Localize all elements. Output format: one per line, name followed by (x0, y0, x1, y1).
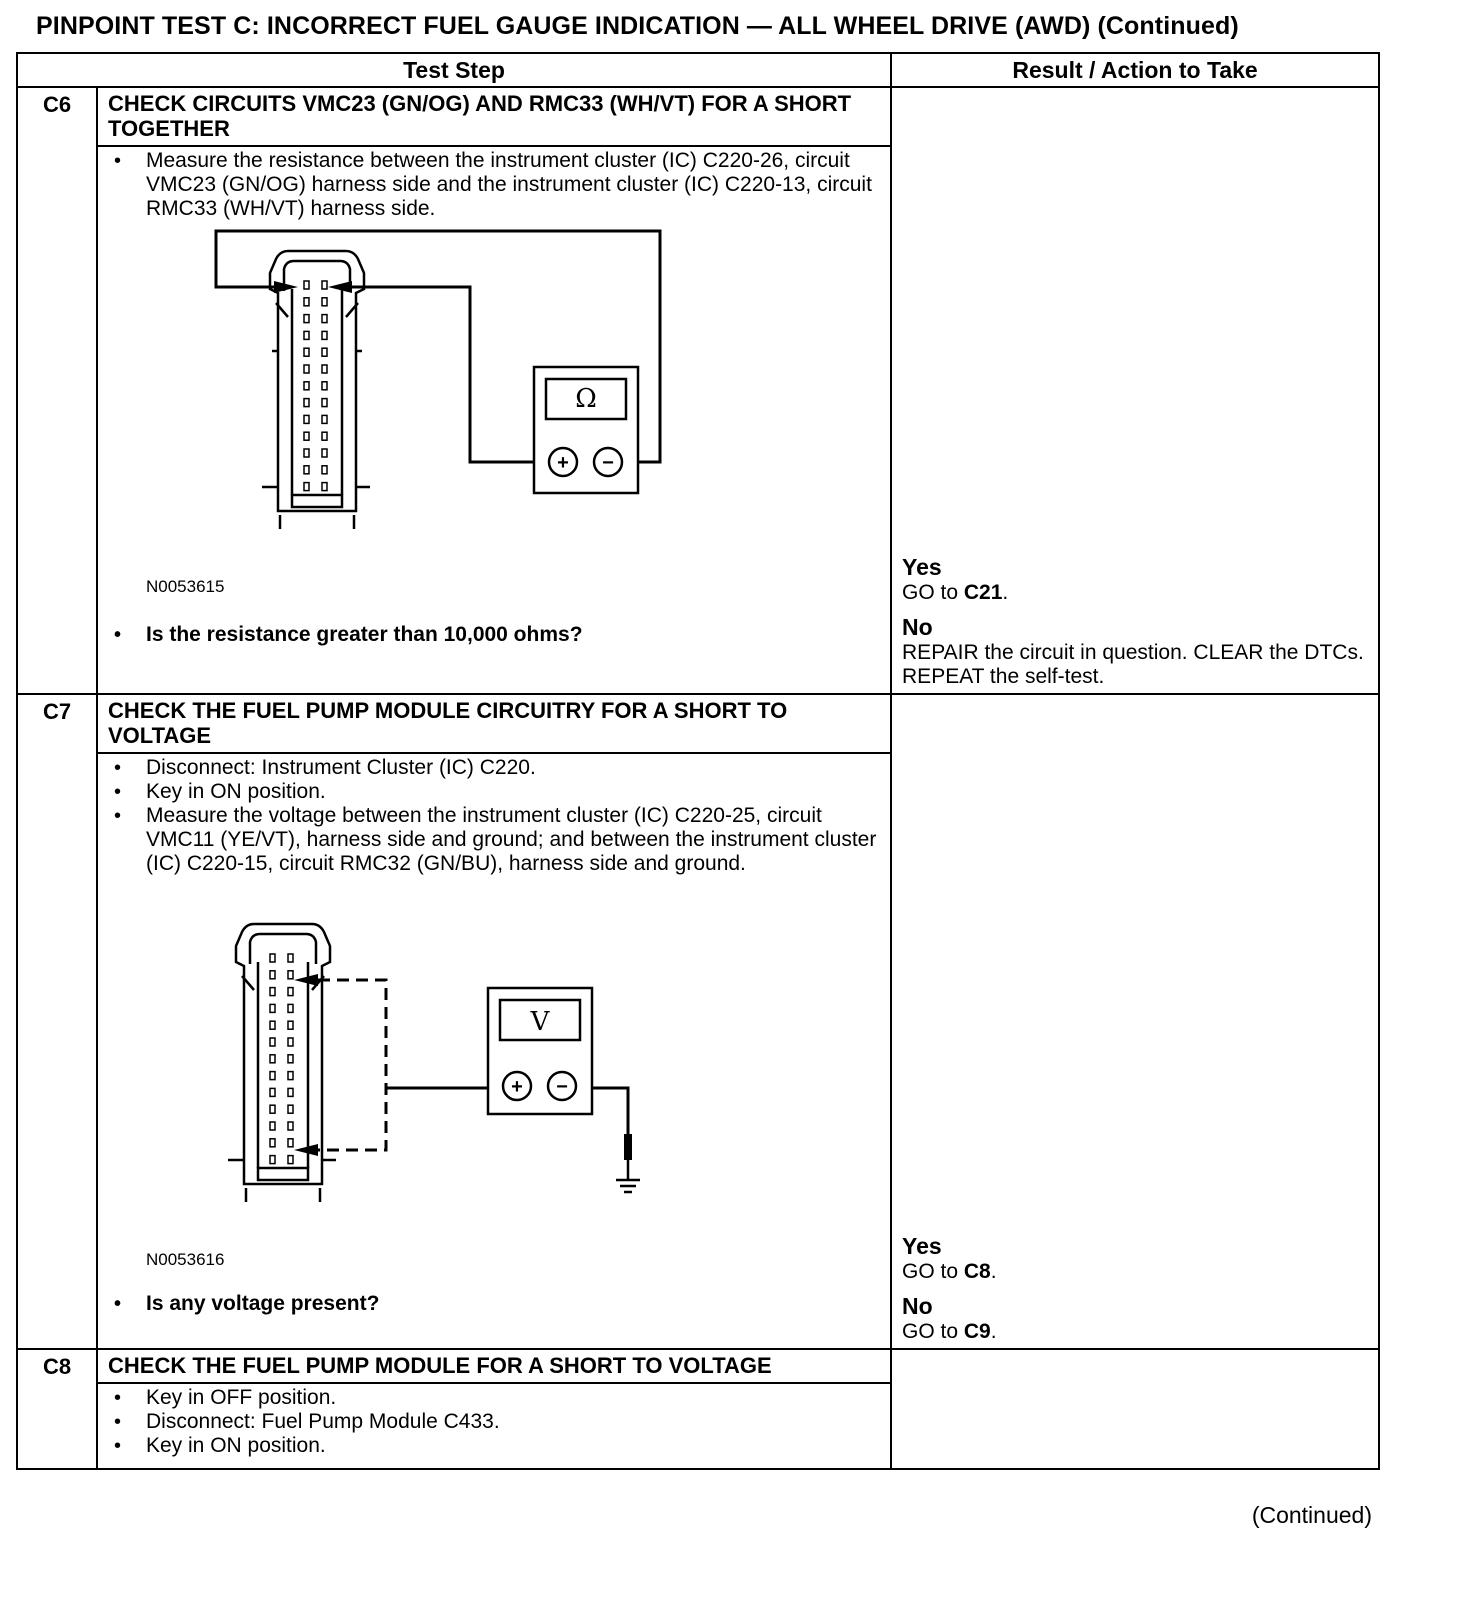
connector-pin (288, 954, 293, 962)
step-id: C6 (17, 87, 97, 694)
connector-pin (304, 298, 309, 306)
connector-pin (270, 1004, 275, 1012)
step-c8-title-row (17, 1349, 1379, 1383)
step-id: C7 (17, 694, 97, 1349)
connector-pin (270, 1038, 275, 1046)
result-cell-c7 (891, 694, 1379, 1349)
minus-terminal-label: − (556, 1076, 568, 1098)
connector-pin (322, 399, 327, 407)
step-c6-title-row (17, 87, 1379, 146)
connector-pin (270, 1021, 275, 1029)
connector-pin (270, 1156, 275, 1164)
step-body (97, 1383, 891, 1469)
connector-pin (304, 432, 309, 440)
figure-id: N0053615 (146, 577, 225, 596)
connector-pin (304, 449, 309, 457)
yes-action-suffix: . (1002, 581, 1009, 604)
connector-pin (270, 1122, 275, 1130)
connector-pin (288, 1038, 293, 1046)
no-action (902, 1320, 1374, 1344)
meter-symbol-ohm: Ω (575, 384, 597, 414)
bullet-item: • Measure the voltage between the instrument cluster (IC) C220-25, circuit VMC11 (YE/VT), harness side and ground; and between the instrument cluster (IC) C220-15, circuit RMC32 (GN/BU), harness side and ground. (108, 804, 880, 876)
yes-action (902, 1260, 1374, 1284)
connector-pin (288, 1156, 293, 1164)
yes-action (902, 581, 1374, 605)
connector-pin (304, 382, 309, 390)
connector-pin (304, 331, 309, 339)
connector-pin (288, 1055, 293, 1063)
connector-pin (288, 971, 293, 979)
yes-label: Yes (902, 1233, 942, 1259)
connector-pin (322, 315, 327, 323)
voltmeter-diagram (108, 876, 668, 1282)
no-label: No (902, 614, 933, 640)
connector-pin (322, 331, 327, 339)
plus-terminal-label: + (557, 452, 569, 474)
connector-pin (304, 483, 309, 491)
yes-action-suffix: . (990, 1260, 997, 1283)
yes-action-text: GO to (902, 581, 964, 604)
ground-icon (616, 1160, 640, 1192)
connector-pin (288, 1072, 293, 1080)
result-cell-c8 (891, 1349, 1379, 1469)
connector-pin (288, 1105, 293, 1113)
connector-pin (288, 988, 293, 996)
no-label: No (902, 1293, 933, 1319)
yes-action-text: GO to (902, 1260, 964, 1283)
bullet-item: • Key in ON position. (108, 780, 880, 804)
step-title: CHECK THE FUEL PUMP MODULE FOR A SHORT TO VOLTAGE (97, 1349, 891, 1383)
connector-pin (322, 365, 327, 373)
plus-terminal-label: + (511, 1076, 523, 1098)
no-target-link[interactable]: C9 (963, 1320, 991, 1343)
connector-c220-icon (262, 251, 370, 529)
connector-pin (270, 1105, 275, 1113)
bullet-item: • Measure the resistance between the instrument cluster (IC) C220-26, circuit VMC23 (GN/OG) harness side and the instrument cluster (IC) C220-13, circuit RMC33 (WH/VT) harness side. (108, 149, 880, 221)
no-action-text: GO to (902, 1320, 964, 1343)
bullet-item: • Key in ON position. (108, 1434, 880, 1458)
yes-target-link[interactable]: C8 (963, 1260, 991, 1283)
connector-pin (270, 1055, 275, 1063)
page-title: PINPOINT TEST C: INCORRECT FUEL GAUGE INDICATION — ALL WHEEL DRIVE (AWD) (Continued) (36, 12, 1239, 40)
connector-pin (322, 483, 327, 491)
step-title: CHECK CIRCUITS VMC23 (GN/OG) AND RMC33 (WH/VT) FOR A SHORT TOGETHER (97, 87, 891, 146)
connector-pin (304, 466, 309, 474)
no-action: REPAIR the circuit in question. CLEAR the DTCs. REPEAT the self-test. (902, 641, 1364, 688)
connector-pin (322, 415, 327, 423)
figure-c6 (108, 221, 880, 613)
connector-pin (322, 298, 327, 306)
step-body (97, 146, 891, 694)
minus-terminal-label: − (602, 452, 614, 474)
step-title: CHECK THE FUEL PUMP MODULE CIRCUITRY FOR A SHORT TO VOLTAGE (97, 694, 891, 753)
meter-symbol-volt: V (530, 1007, 550, 1037)
bullet-item: • Disconnect: Instrument Cluster (IC) C220. (108, 756, 880, 780)
header-result-action: Result / Action to Take (891, 53, 1379, 87)
connector-pin (322, 382, 327, 390)
connector-pin (288, 1139, 293, 1147)
connector-pin (270, 1088, 275, 1096)
connector-pin (288, 1088, 293, 1096)
ohmmeter-diagram (108, 221, 668, 613)
figure-c7 (108, 876, 880, 1282)
connector-pin (270, 1139, 275, 1147)
connector-pin (270, 988, 275, 996)
connector-pin (322, 466, 327, 474)
bullet-item: • Disconnect: Fuel Pump Module C433. (108, 1410, 880, 1434)
step-id: C8 (17, 1349, 97, 1469)
connector-pin (270, 954, 275, 962)
step-body (97, 753, 891, 1349)
connector-pin (322, 432, 327, 440)
connector-pin (304, 415, 309, 423)
connector-pin (270, 971, 275, 979)
connector-pin (322, 449, 327, 457)
yes-label: Yes (902, 554, 942, 580)
continued-footer: (Continued) (1251, 1502, 1372, 1528)
header-test-step: Test Step (17, 53, 891, 87)
connector-pin (304, 399, 309, 407)
no-action-suffix: . (990, 1320, 997, 1343)
question: • Is any voltage present? (108, 1292, 880, 1316)
connector-pin (288, 1122, 293, 1130)
connector-pin (288, 1004, 293, 1012)
bullet-item: • Key in OFF position. (108, 1386, 880, 1410)
table-header-row (17, 53, 1379, 87)
question: • Is the resistance greater than 10,000 ohms? (108, 623, 880, 647)
connector-pin (304, 281, 309, 289)
connector-pin (304, 315, 309, 323)
connector-pin (304, 365, 309, 373)
connector-pin (288, 1021, 293, 1029)
yes-target-link[interactable]: C21 (963, 581, 1003, 604)
connector-c220-icon (228, 924, 336, 1202)
result-cell-c6 (891, 87, 1379, 694)
connector-pin (304, 348, 309, 356)
connector-pin (270, 1072, 275, 1080)
connector-pin (322, 348, 327, 356)
figure-id: N0053616 (146, 1250, 225, 1269)
connector-pin (322, 281, 327, 289)
step-c7-title-row (17, 694, 1379, 753)
pinpoint-test-table (16, 52, 1380, 1470)
